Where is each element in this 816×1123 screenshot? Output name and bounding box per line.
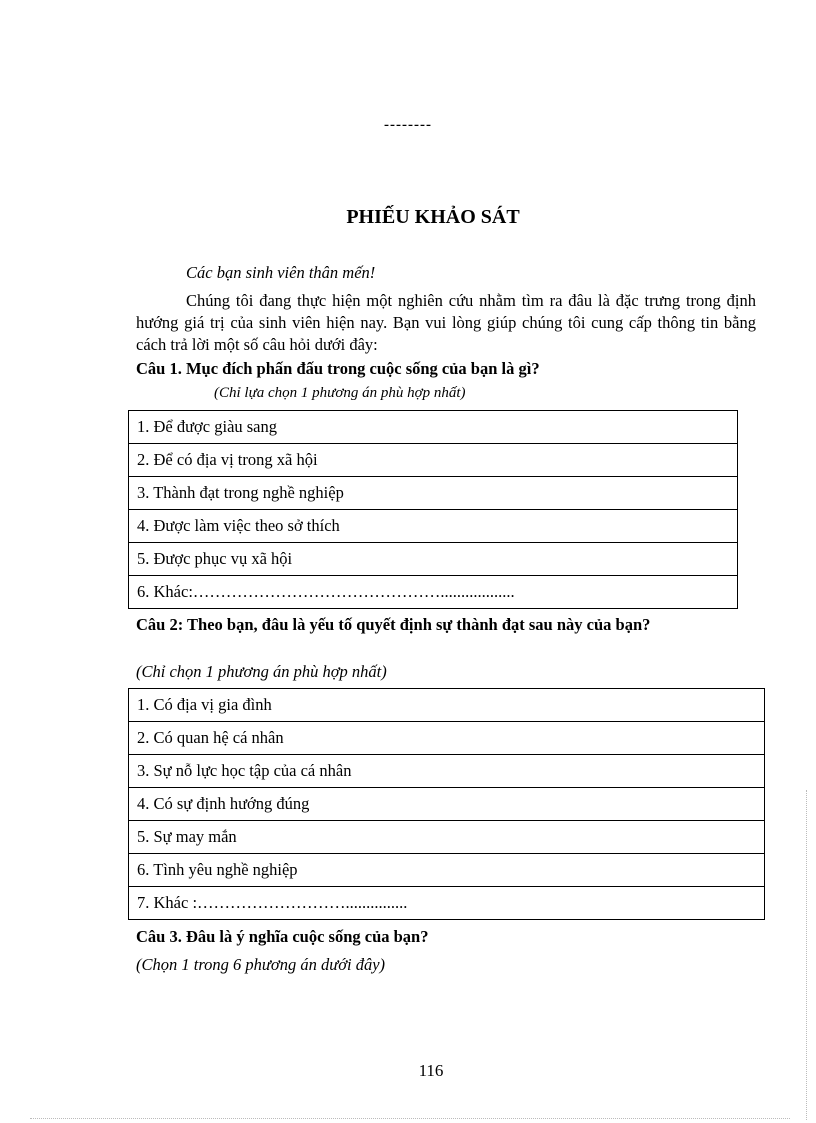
- question-3: Câu 3. Đâu là ý nghĩa cuộc sống của bạn?: [136, 927, 429, 946]
- question-2: Câu 2: Theo bạn, đâu là yếu tố quyết định sự thành đạt sau này của bạn?: [136, 615, 651, 634]
- option-row[interactable]: [129, 854, 765, 887]
- option-row[interactable]: [129, 755, 765, 788]
- option-row[interactable]: [129, 411, 738, 444]
- option-row[interactable]: [129, 788, 765, 821]
- option-row[interactable]: [129, 477, 738, 510]
- question-3-instruction: (Chọn 1 trong 6 phương án dưới đây): [136, 955, 386, 974]
- option-label: 5. Được phục vụ xã hội: [129, 543, 738, 576]
- option-row[interactable]: [129, 576, 738, 609]
- option-label: 6. Khác:………………………………………..................: [129, 576, 738, 609]
- question-1-instruction: (Chỉ lựa chọn 1 phương án phù hợp nhất): [214, 385, 466, 401]
- option-label: 4. Có sự định hướng đúng: [129, 788, 765, 821]
- page-title: PHIẾU KHẢO SÁT: [346, 206, 520, 228]
- option-row[interactable]: [129, 689, 765, 722]
- option-label: 2. Để có địa vị trong xã hội: [129, 444, 738, 477]
- question-1-options: [128, 410, 738, 609]
- intro-paragraph: Chúng tôi đang thực hiện một nghiên cứu nhằm tìm ra đâu là đặc trưng trong định hướng giá trị của sinh viên hiện nay. Bạn vui lòng giúp chúng tôi cung cấp thông tin bằng cách trả lời một số câu hỏi dưới đây:: [136, 291, 756, 354]
- option-row[interactable]: [129, 722, 765, 755]
- question-2-options: [128, 688, 765, 920]
- greeting: Các bạn sinh viên thân mến!: [186, 263, 376, 282]
- option-label: 6. Tình yêu nghề nghiệp: [129, 854, 765, 887]
- right-margin-line: [806, 790, 807, 1120]
- footer-divider: [30, 1118, 790, 1119]
- option-label: 2. Có quan hệ cá nhân: [129, 722, 765, 755]
- option-label: 5. Sự may mắn: [129, 821, 765, 854]
- question-2-instruction: (Chỉ chọn 1 phương án phù hợp nhất): [136, 662, 387, 681]
- option-row[interactable]: [129, 887, 765, 920]
- option-label: 4. Được làm việc theo sở thích: [129, 510, 738, 543]
- option-row[interactable]: [129, 543, 738, 576]
- option-row[interactable]: [129, 444, 738, 477]
- option-label: 3. Sự nỗ lực học tập của cá nhân: [129, 755, 765, 788]
- separator: --------: [384, 117, 432, 133]
- page-number: 116: [418, 1061, 444, 1080]
- option-label: 7. Khác :………………………...............: [129, 887, 765, 920]
- option-label: 3. Thành đạt trong nghề nghiệp: [129, 477, 738, 510]
- option-label: 1. Có địa vị gia đình: [129, 689, 765, 722]
- option-label: 1. Để được giàu sang: [129, 411, 738, 444]
- option-row[interactable]: [129, 510, 738, 543]
- question-1: Câu 1. Mục đích phấn đấu trong cuộc sống của bạn là gì?: [136, 359, 540, 378]
- option-row[interactable]: [129, 821, 765, 854]
